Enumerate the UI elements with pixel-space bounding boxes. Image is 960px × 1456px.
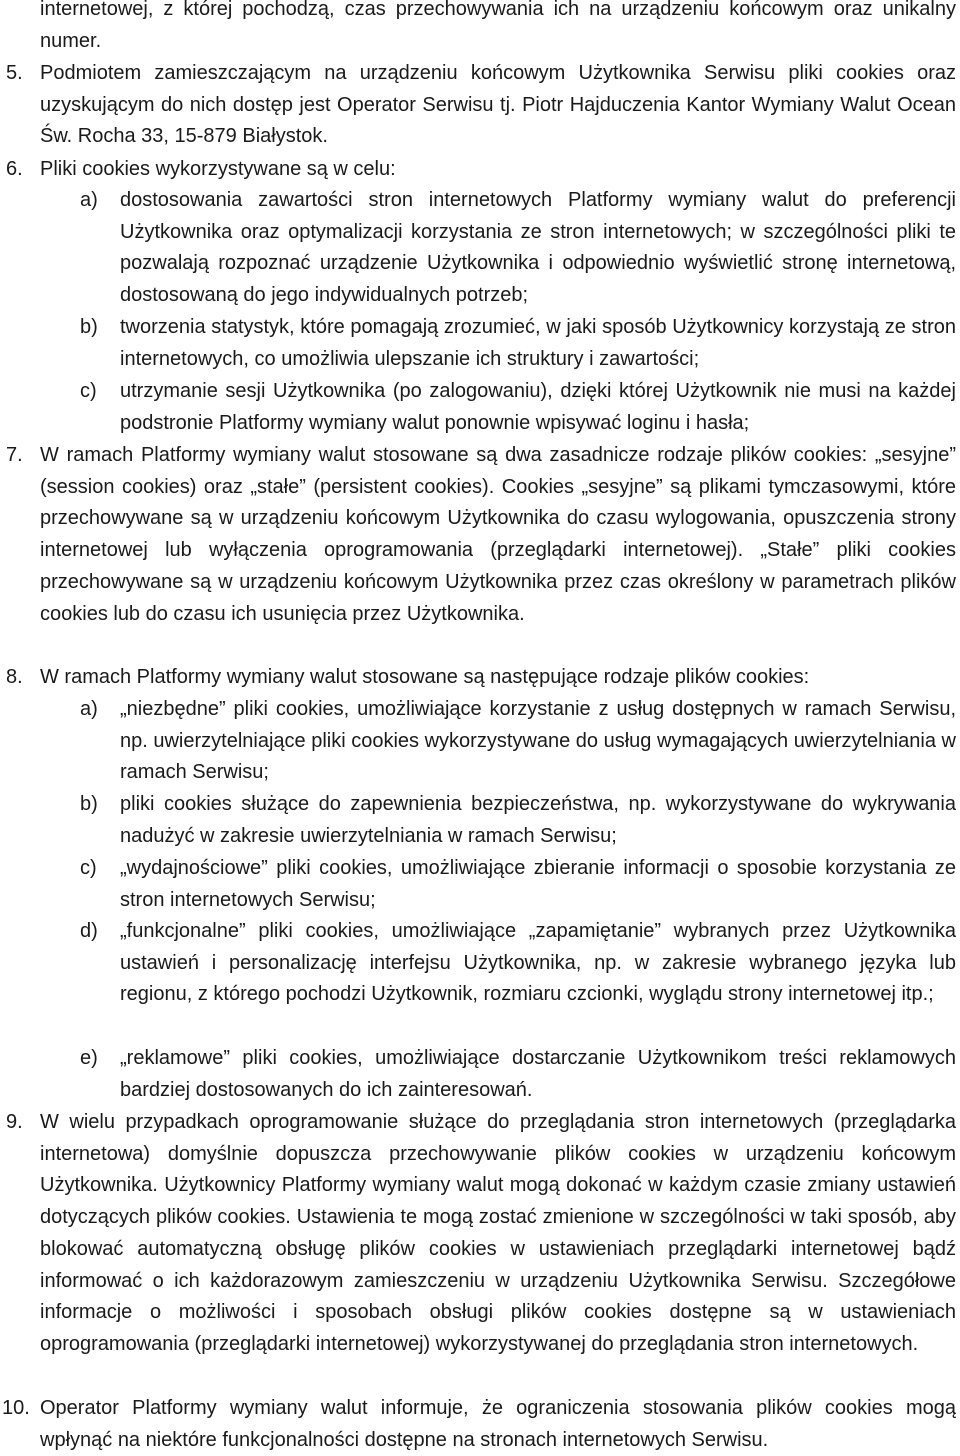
subitem-letter: b) xyxy=(80,316,98,338)
paragraph-5: Podmiotem zamieszczającym na urządzeniu końcowym Użytkownika Serwisu pliki cookies oraz uzyskującym do nich dostęp jest Operator Serwisu tj. Piotr Hajduczenia Kantor Wymiany Walut Ocean Św. Rocha 33, 15-879 Białystok. xyxy=(40,62,956,148)
paragraph-continuation: internetowej, z której pochodzą, czas przechowywania ich na urządzeniu końcowym oraz unikalny numer. xyxy=(40,0,956,52)
subitem-8a: „niezbędne” pliki cookies, umożliwiające korzystanie z usług dostępnych w ramach Serwisu, np. uwierzytelniające pliki cookies wykorzystywane do usług wymagających uwierzytelniania w ramach Serwisu; xyxy=(120,698,956,784)
item-number: 8. xyxy=(6,666,23,688)
subitem-letter: c) xyxy=(80,380,97,402)
item-number: 7. xyxy=(6,444,23,466)
subitem-8b: pliki cookies służące do zapewnienia bezpieczeństwa, np. wykorzystywane do wykrywania nadużyć w zakresie uwierzytelniania w ramach Serwisu; xyxy=(120,793,956,847)
subitem-letter: e) xyxy=(80,1047,98,1069)
subitem-8d: „funkcjonalne” pliki cookies, umożliwiające „zapamiętanie” wybranych przez Użytkownika ustawień i personalizację interfejsu Użytkownika, np. w zakresie wybranego języka lub regionu, z którego pochodzi Użytkownik, rozmiaru czcionki, wyglądu strony internetowej itp.; xyxy=(120,920,956,1006)
paragraph-10: Operator Platformy wymiany walut informuje, że ograniczenia stosowania plików cookies mogą wpłynąć na niektóre funkcjonalności dostępne na stronach internetowych Serwisu. xyxy=(40,1397,956,1451)
paragraph-6: Pliki cookies wykorzystywane są w celu: xyxy=(40,158,396,180)
subitem-8e: „reklamowe” pliki cookies, umożliwiające dostarczanie Użytkownikom treści reklamowych bardziej dostosowanych do ich zainteresowań. xyxy=(120,1047,956,1101)
subitem-6a: dostosowania zawartości stron internetowych Platformy wymiany walut do preferencji Użytkownika oraz optymalizacji korzystania ze stron internetowych; w szczególności pliki te pozwalają rozpoznać urządzenie Użytkownika i odpowiednio wyświetlić stronę internetową, dostosowaną do jego indywidualnych potrzeb; xyxy=(120,189,956,307)
paragraph-7: W ramach Platformy wymiany walut stosowane są dwa zasadnicze rodzaje plików cookies: „sesyjne” (session cookies) oraz „stałe” (persistent cookies). Cookies „sesyjne” są plikami tymczasowymi, które przechowywane są w urządzeniu końcowym Użytkownika do czasu wylogowania, opuszczenia strony internetowej lub wyłączenia oprogramowania (przeglądarki internetowej). „Stałe” pliki cookies przechowywane są w urządzeniu końcowym Użytkownika przez czas określony w parametrach plików cookies lub do czasu ich usunięcia przez Użytkownika. xyxy=(40,444,956,625)
subitem-6b: tworzenia statystyk, które pomagają zrozumieć, w jaki sposób Użytkownicy korzystają ze stron internetowych, co umożliwia ulepszanie ich struktury i zawartości; xyxy=(120,316,956,370)
paragraph-9: W wielu przypadkach oprogramowanie służące do przeglądania stron internetowych (przeglądarka internetowa) domyślnie dopuszcza przechowywanie plików cookies w urządzeniu końcowym Użytkownika. Użytkownicy Platformy wymiany walut mogą dokonać w każdym czasie zmiany ustawień dotyczących plików cookies. Ustawienia te mogą zostać zmienione w szczególności w taki sposób, aby blokować automatyczną obsługę plików cookies w ustawieniach przeglądarki internetowej bądź informować o ich każdorazowym zamieszczeniu w urządzeniu Użytkownika Serwisu. Szczegółowe informacje o możliwości i sposobach obsługi plików cookies dostępne są w ustawieniach oprogramowania (przeglądarki internetowej) wykorzystywanej do przeglądania stron internetowych. xyxy=(40,1111,956,1355)
subitem-letter: d) xyxy=(80,920,98,942)
item-number: 9. xyxy=(6,1111,23,1133)
paragraph-8: W ramach Platformy wymiany walut stosowane są następujące rodzaje plików cookies: xyxy=(40,666,810,688)
item-number: 5. xyxy=(6,62,23,84)
subitem-letter: a) xyxy=(80,189,98,211)
item-number: 6. xyxy=(6,158,23,180)
subitem-6c: utrzymanie sesji Użytkownika (po zalogowaniu), dzięki której Użytkownik nie musi na każdej podstronie Platformy wymiany walut ponownie wpisywać loginu i hasła; xyxy=(120,380,956,434)
item-number: 10. xyxy=(2,1397,30,1419)
subitem-letter: c) xyxy=(80,857,97,879)
subitem-letter: a) xyxy=(80,698,98,720)
subitem-8c: „wydajnościowe” pliki cookies, umożliwiające zbieranie informacji o sposobie korzystania ze stron internetowych Serwisu; xyxy=(120,857,956,911)
subitem-letter: b) xyxy=(80,793,98,815)
